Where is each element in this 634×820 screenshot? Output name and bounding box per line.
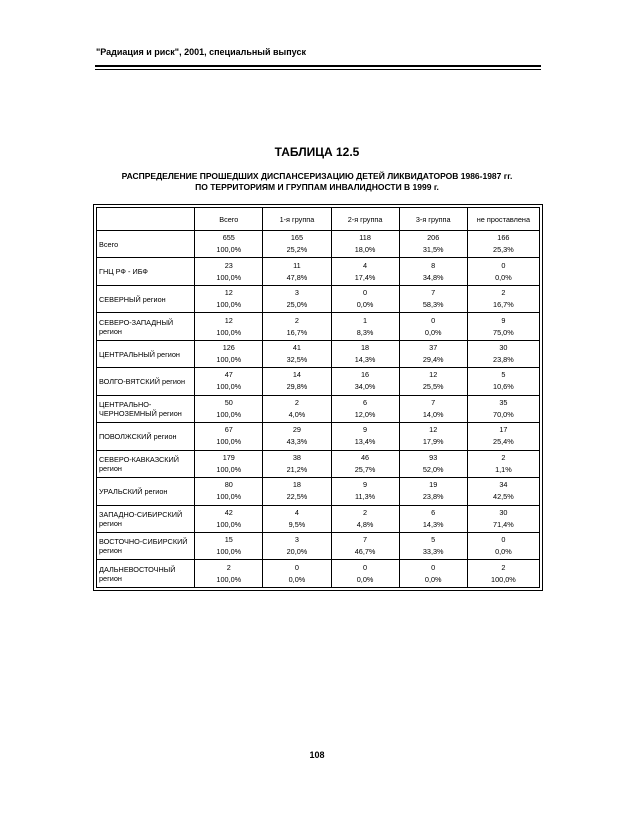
percent-value: 1,1% xyxy=(495,464,512,474)
cell-group-3 xyxy=(399,340,467,367)
count-value: 11 xyxy=(293,260,301,270)
count-value: 3 xyxy=(294,288,299,298)
percent-value: 32,5% xyxy=(286,355,308,365)
cell-group-2 xyxy=(331,258,399,285)
cell-not-set xyxy=(467,258,539,285)
percent-value: 22,5% xyxy=(286,492,308,502)
count-value: 118 xyxy=(359,233,371,243)
cell-group-2 xyxy=(331,395,399,422)
cell-group-1 xyxy=(263,505,331,532)
count-value: 37 xyxy=(429,343,438,353)
count-value: 0 xyxy=(363,562,368,572)
cell-group-2 xyxy=(331,560,399,588)
percent-value: 52,0% xyxy=(422,464,444,474)
region-label: ДАЛЬНЕВОСТОЧНЫЙ регион xyxy=(97,560,195,588)
cell-not-set xyxy=(467,368,539,395)
percent-value: 14,3% xyxy=(422,519,444,529)
cell-total xyxy=(195,313,263,340)
region-label: СЕВЕРО-ЗАПАДНЫЙ регион xyxy=(97,313,195,340)
percent-value: 9,5% xyxy=(288,519,306,529)
count-value: 4 xyxy=(363,260,368,270)
table-row xyxy=(97,395,540,422)
header-rule-thin xyxy=(95,69,541,70)
table-row xyxy=(97,532,540,559)
count-value: 9 xyxy=(363,425,368,435)
percent-value: 4,0% xyxy=(288,409,306,419)
cell-group-2 xyxy=(331,340,399,367)
cell-not-set xyxy=(467,423,539,450)
percent-value: 8,3% xyxy=(356,327,374,337)
region-label: ЦЕНТРАЛЬНО-ЧЕРНОЗЕМНЫЙ регион xyxy=(97,395,195,422)
cell-total xyxy=(195,368,263,395)
count-value: 0 xyxy=(294,562,299,572)
count-value: 9 xyxy=(501,315,506,325)
distribution-table xyxy=(96,207,540,588)
cell-not-set xyxy=(467,340,539,367)
table-row xyxy=(97,450,540,477)
count-value: 34 xyxy=(499,480,508,490)
count-value: 0 xyxy=(501,535,506,545)
count-value: 126 xyxy=(222,343,235,353)
percent-value: 10,6% xyxy=(493,382,514,392)
percent-value: 100,0% xyxy=(491,574,516,584)
percent-value: 46,7% xyxy=(354,547,376,557)
count-value: 67 xyxy=(224,425,233,435)
count-value: 30 xyxy=(499,343,508,353)
cell-not-set xyxy=(467,231,539,258)
percent-value: 23,8% xyxy=(422,492,444,502)
cell-group-2 xyxy=(331,532,399,559)
count-value: 16 xyxy=(361,370,370,380)
cell-not-set xyxy=(467,560,539,588)
percent-value: 25,3% xyxy=(493,245,514,255)
cell-group-3 xyxy=(399,285,467,312)
count-value: 655 xyxy=(222,233,235,243)
count-value: 18 xyxy=(292,480,301,490)
percent-value: 16,7% xyxy=(493,300,514,310)
count-value: 6 xyxy=(431,507,436,517)
percent-value: 12,0% xyxy=(354,409,376,419)
count-value: 12 xyxy=(429,370,438,380)
table-row xyxy=(97,423,540,450)
cell-group-2 xyxy=(331,505,399,532)
percent-value: 75,0% xyxy=(493,327,514,337)
count-value: 2 xyxy=(501,288,506,298)
header-rule-thick xyxy=(95,65,541,67)
cell-not-set xyxy=(467,478,539,505)
region-label: ВОЛГО-ВЯТСКИЙ регион xyxy=(97,368,195,395)
cell-total xyxy=(195,285,263,312)
table-row xyxy=(97,258,540,285)
count-value: 80 xyxy=(224,480,233,490)
cell-group-1 xyxy=(263,313,331,340)
table-title: ТАБЛИЦА 12.5 xyxy=(274,145,360,159)
table-row xyxy=(97,313,540,340)
region-label: СЕВЕРНЫЙ регион xyxy=(97,285,195,312)
caption-line-1: РАСПРЕДЕЛЕНИЕ ПРОШЕДШИХ ДИСПАНСЕРИЗАЦИЮ ДЕТЕЙ ЛИКВИДАТОРОВ 1986-1987 гг. xyxy=(121,171,513,181)
percent-value: 25,0% xyxy=(286,300,308,310)
percent-value: 0,0% xyxy=(495,547,512,557)
cell-group-3 xyxy=(399,231,467,258)
cell-group-2 xyxy=(331,285,399,312)
count-value: 50 xyxy=(224,397,233,407)
table-frame xyxy=(93,204,543,591)
cell-total xyxy=(195,258,263,285)
count-value: 6 xyxy=(363,397,368,407)
caption-line-2: ПО ТЕРРИТОРИЯМ И ГРУППАМ ИНВАЛИДНОСТИ В 1999 г. xyxy=(195,182,439,192)
count-value: 165 xyxy=(290,233,304,243)
cell-not-set xyxy=(467,532,539,559)
percent-value: 100,0% xyxy=(216,519,242,529)
count-value: 41 xyxy=(292,343,301,353)
region-label: ЦЕНТРАЛЬНЫЙ регион xyxy=(97,340,195,367)
cell-not-set xyxy=(467,505,539,532)
count-value: 2 xyxy=(294,397,299,407)
percent-value: 34,8% xyxy=(422,272,444,282)
count-value: 2 xyxy=(226,562,231,572)
count-value: 4 xyxy=(294,507,299,517)
cell-total xyxy=(195,231,263,258)
percent-value: 14,3% xyxy=(354,355,376,365)
count-value: 35 xyxy=(499,397,508,407)
percent-value: 31,5% xyxy=(422,245,444,255)
percent-value: 25,5% xyxy=(422,382,444,392)
percent-value: 100,0% xyxy=(216,300,242,310)
count-value: 9 xyxy=(363,480,368,490)
column-header-group-2: 2-я группа xyxy=(331,208,399,231)
cell-group-3 xyxy=(399,450,467,477)
percent-value: 25,4% xyxy=(493,437,514,447)
percent-value: 58,3% xyxy=(422,300,444,310)
count-value: 7 xyxy=(363,535,368,545)
cell-group-2 xyxy=(331,368,399,395)
count-value: 2 xyxy=(501,562,506,572)
percent-value: 0,0% xyxy=(495,272,512,282)
cell-group-3 xyxy=(399,505,467,532)
percent-value: 17,9% xyxy=(422,437,444,447)
cell-group-1 xyxy=(263,532,331,559)
count-value: 2 xyxy=(501,452,506,462)
cell-group-3 xyxy=(399,532,467,559)
count-value: 14 xyxy=(292,370,301,380)
count-value: 12 xyxy=(224,288,233,298)
cell-total xyxy=(195,478,263,505)
percent-value: 29,4% xyxy=(422,355,444,365)
region-label: ЗАПАДНО-СИБИРСКИЙ регион xyxy=(97,505,195,532)
page-number: 108 xyxy=(309,750,325,760)
percent-value: 0,0% xyxy=(356,300,374,310)
cell-total xyxy=(195,423,263,450)
count-value: 0 xyxy=(431,315,436,325)
table-row xyxy=(97,285,540,312)
count-value: 30 xyxy=(499,507,508,517)
cell-group-2 xyxy=(331,450,399,477)
percent-value: 100,0% xyxy=(216,492,242,502)
count-value: 3 xyxy=(294,535,299,545)
count-value: 23 xyxy=(224,260,233,270)
count-value: 2 xyxy=(363,507,368,517)
cell-group-1 xyxy=(263,560,331,588)
cell-group-1 xyxy=(263,478,331,505)
percent-value: 0,0% xyxy=(424,327,442,337)
cell-group-2 xyxy=(331,423,399,450)
percent-value: 11,3% xyxy=(354,492,376,502)
table-row xyxy=(97,368,540,395)
percent-value: 13,4% xyxy=(354,437,376,447)
percent-value: 25,2% xyxy=(286,245,308,255)
percent-value: 100,0% xyxy=(216,327,242,337)
region-label: УРАЛЬСКИЙ регион xyxy=(97,478,195,505)
table-row xyxy=(97,478,540,505)
cell-group-2 xyxy=(331,313,399,340)
cell-group-3 xyxy=(399,478,467,505)
percent-value: 70,0% xyxy=(493,409,514,419)
cell-total xyxy=(195,532,263,559)
count-value: 7 xyxy=(431,397,436,407)
cell-group-1 xyxy=(263,368,331,395)
count-value: 15 xyxy=(224,535,233,545)
percent-value: 23,8% xyxy=(493,355,514,365)
cell-group-3 xyxy=(399,560,467,588)
count-value: 179 xyxy=(222,452,235,462)
count-value: 42 xyxy=(224,507,233,517)
count-value: 19 xyxy=(429,480,438,490)
count-value: 8 xyxy=(431,260,436,270)
cell-group-3 xyxy=(399,313,467,340)
region-label: ВОСТОЧНО-СИБИРСКИЙ регион xyxy=(97,532,195,559)
percent-value: 100,0% xyxy=(216,272,242,282)
cell-not-set xyxy=(467,395,539,422)
percent-value: 4,8% xyxy=(356,519,374,529)
count-value: 2 xyxy=(294,315,299,325)
count-value: 46 xyxy=(361,452,370,462)
cell-group-3 xyxy=(399,423,467,450)
percent-value: 100,0% xyxy=(216,245,242,255)
count-value: 1 xyxy=(363,315,368,325)
count-value: 7 xyxy=(431,288,436,298)
percent-value: 14,0% xyxy=(422,409,444,419)
cell-group-1 xyxy=(263,285,331,312)
cell-group-1 xyxy=(263,340,331,367)
count-value: 18 xyxy=(361,343,370,353)
percent-value: 47,8% xyxy=(286,272,308,282)
percent-value: 0,0% xyxy=(288,574,306,584)
percent-value: 100,0% xyxy=(216,574,242,584)
percent-value: 100,0% xyxy=(216,437,242,447)
percent-value: 16,7% xyxy=(286,327,308,337)
percent-value: 42,5% xyxy=(493,492,514,502)
cell-group-2 xyxy=(331,478,399,505)
table-row xyxy=(97,231,540,258)
table-caption xyxy=(0,171,634,193)
count-value: 47 xyxy=(224,370,233,380)
cell-group-3 xyxy=(399,368,467,395)
percent-value: 43,3% xyxy=(286,437,308,447)
cell-total xyxy=(195,450,263,477)
region-label: ПОВОЛЖСКИЙ регион xyxy=(97,423,195,450)
region-label: СЕВЕРО-КАВКАЗСКИЙ регион xyxy=(97,450,195,477)
cell-group-3 xyxy=(399,395,467,422)
percent-value: 18,0% xyxy=(354,245,376,255)
table-row xyxy=(97,505,540,532)
count-value: 12 xyxy=(429,425,438,435)
column-header-total: Всего xyxy=(195,208,263,231)
percent-value: 25,7% xyxy=(354,464,376,474)
cell-total xyxy=(195,340,263,367)
cell-group-1 xyxy=(263,423,331,450)
count-value: 93 xyxy=(429,452,438,462)
cell-total xyxy=(195,395,263,422)
count-value: 12 xyxy=(224,315,233,325)
percent-value: 0,0% xyxy=(356,574,374,584)
count-value: 17 xyxy=(499,425,508,435)
cell-group-3 xyxy=(399,258,467,285)
column-header-empty xyxy=(97,208,195,231)
cell-not-set xyxy=(467,450,539,477)
percent-value: 21,2% xyxy=(286,464,308,474)
count-value: 5 xyxy=(431,535,436,545)
percent-value: 100,0% xyxy=(216,547,242,557)
column-header-group-1: 1-я группа xyxy=(263,208,331,231)
cell-total xyxy=(195,505,263,532)
running-header: "Радиация и риск", 2001, специальный выпуск xyxy=(96,47,306,57)
column-header-group-3: 3-я группа xyxy=(399,208,467,231)
percent-value: 71,4% xyxy=(493,519,514,529)
percent-value: 17,4% xyxy=(354,272,376,282)
table-header-row xyxy=(97,208,540,231)
count-value: 5 xyxy=(501,370,506,380)
region-label: ГНЦ РФ - ИБФ xyxy=(97,258,195,285)
percent-value: 0,0% xyxy=(424,574,442,584)
percent-value: 100,0% xyxy=(216,355,242,365)
count-value: 0 xyxy=(431,562,436,572)
table-row xyxy=(97,560,540,588)
percent-value: 34,0% xyxy=(354,382,376,392)
count-value: 166 xyxy=(497,233,510,243)
count-value: 29 xyxy=(292,425,301,435)
percent-value: 29,8% xyxy=(286,382,308,392)
cell-group-1 xyxy=(263,450,331,477)
cell-group-1 xyxy=(263,231,331,258)
cell-group-1 xyxy=(263,395,331,422)
percent-value: 100,0% xyxy=(216,464,242,474)
cell-not-set xyxy=(467,285,539,312)
count-value: 38 xyxy=(292,452,301,462)
percent-value: 20,0% xyxy=(286,547,308,557)
count-value: 0 xyxy=(501,260,506,270)
count-value: 206 xyxy=(427,233,440,243)
table-row xyxy=(97,340,540,367)
column-header-not-set: не проставлена xyxy=(467,208,539,231)
cell-group-1 xyxy=(263,258,331,285)
percent-value: 33,3% xyxy=(422,547,444,557)
cell-not-set xyxy=(467,313,539,340)
percent-value: 100,0% xyxy=(216,382,242,392)
cell-total xyxy=(195,560,263,588)
region-label: Всего xyxy=(97,231,195,258)
count-value: 0 xyxy=(363,288,368,298)
cell-group-2 xyxy=(331,231,399,258)
percent-value: 100,0% xyxy=(216,409,242,419)
